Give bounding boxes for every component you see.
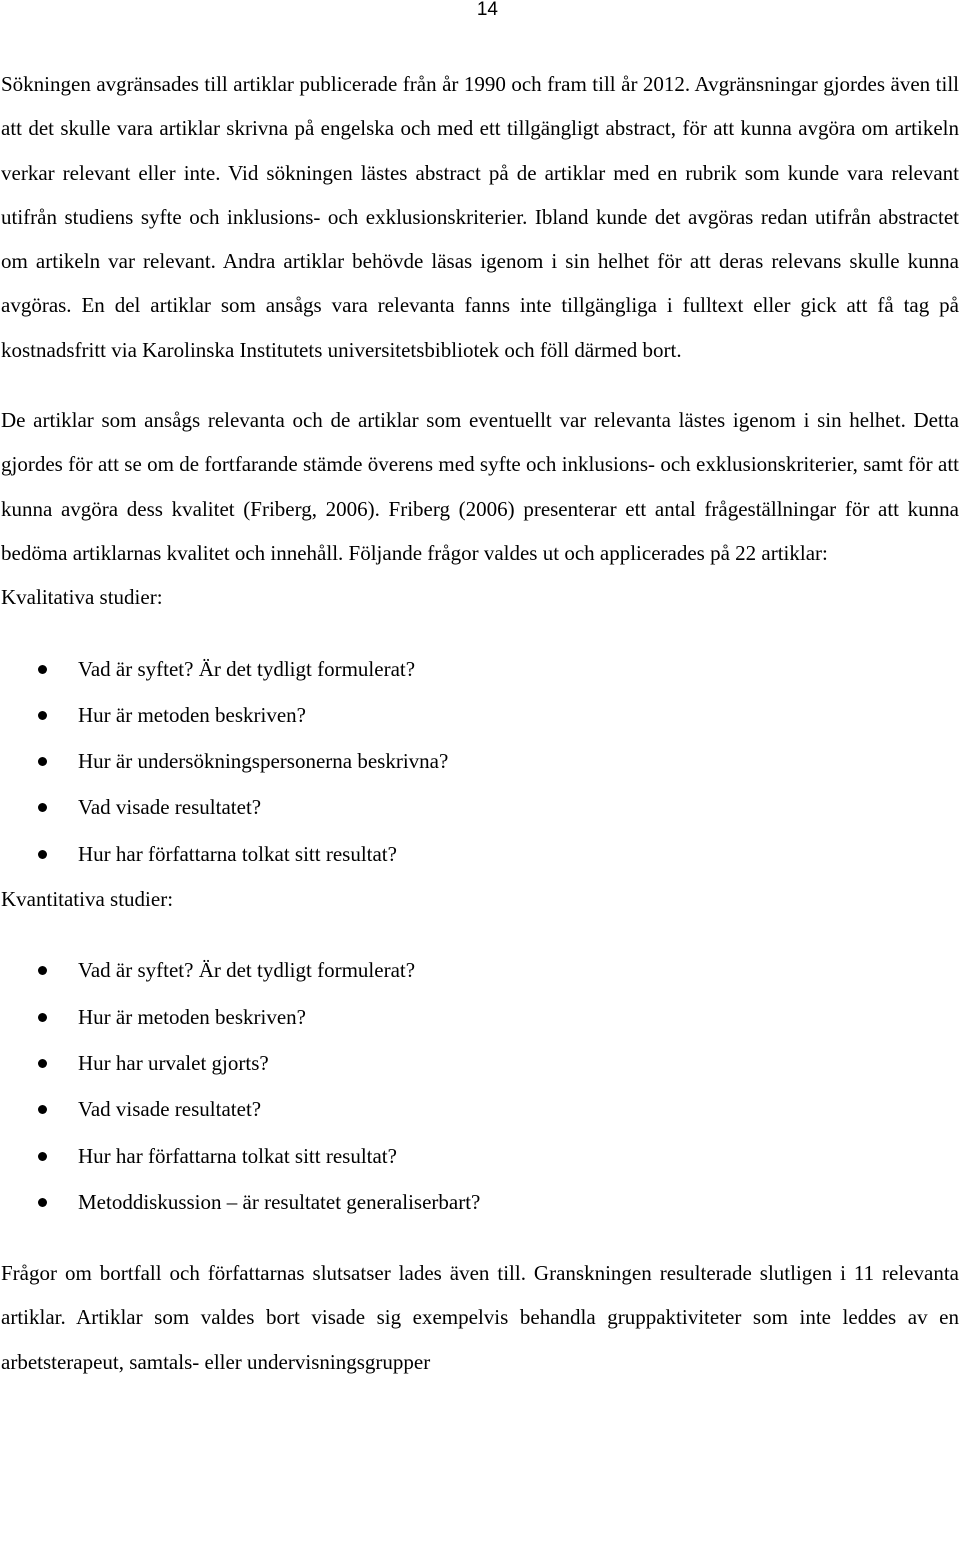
bullet-icon xyxy=(38,1059,47,1068)
paragraph-closing: Frågor om bortfall och författarnas slutsatser lades även till. Granskningen resulterade slutligen i 11 relevanta artiklar. Artiklar som valdes bort visade sig exempelvis behandla gruppaktiviteter som inte leddes av en arbetsterapeut, samtals- eller undervisningsgrupper xyxy=(1,1261,959,1374)
bullet-icon xyxy=(38,803,47,812)
list-item xyxy=(1,1040,959,1086)
list-item-text: Hur har författarna tolkat sitt resultat? xyxy=(78,1143,397,1168)
list-item xyxy=(1,692,959,738)
bullet-icon xyxy=(38,757,47,766)
quantitative-heading: Kvantitativa studier: xyxy=(1,887,174,912)
list-item xyxy=(1,994,959,1040)
list-item xyxy=(1,738,959,784)
bullet-icon xyxy=(38,711,47,720)
list-item-text: Vad visade resultatet? xyxy=(78,1097,262,1122)
list-item-text: Vad visade resultatet? xyxy=(78,795,262,820)
list-item-text: Hur har urvalet gjorts? xyxy=(78,1050,269,1075)
bullet-icon xyxy=(38,1198,47,1207)
list-item-text: Hur är undersökningspersonerna beskrivna? xyxy=(78,749,449,774)
list-item-text: Hur är metoden beskriven? xyxy=(78,702,306,727)
list-item xyxy=(1,1179,959,1225)
list-item xyxy=(1,1133,959,1179)
list-item-text: Hur har författarna tolkat sitt resultat? xyxy=(78,841,397,866)
list-item xyxy=(1,784,959,830)
bullet-icon xyxy=(38,1152,47,1161)
bullet-icon xyxy=(38,1013,47,1022)
list-item-text: Vad är syftet? Är det tydligt formulerat? xyxy=(78,958,416,983)
bullet-icon xyxy=(38,850,47,859)
qualitative-heading: Kvalitativa studier: xyxy=(1,585,163,610)
list-item xyxy=(1,646,959,692)
page-number: 14 xyxy=(476,0,498,20)
bullet-icon xyxy=(38,665,47,674)
paragraph-article-review: De artiklar som ansågs relevanta och de artiklar som eventuellt var relevanta lästes igenom i sin helhet. Detta gjordes för att se om de fortfarande stämde överens med syfte och inklusions- och exklusionskriterier, samt för att kunna avgöra dess kvalitet (Friberg, 2006). Friberg (2006) presenterar ett antal frågeställningar för att kunna bedöma artiklarnas kvalitet och innehåll. Följande frågor valdes ut och applicerades på 22 artiklar: xyxy=(1,408,959,565)
paragraph-search-limits: Sökningen avgränsades till artiklar publicerade från år 1990 och fram till år 2012. Avgränsningar gjordes även till att det skulle vara artiklar skrivna på engelska och med ett tillgängligt abstract, för att kunna avgöra om artikeln verkar relevant eller inte. Vid sökningen lästes abstract på de artiklar med en rubrik som kunde vara relevant utifrån studiens syfte och inklusions- och exklusionskriterier. Ibland kunde det avgöras redan utifrån abstractet om artikeln var relevant. Andra artiklar behövde läsas igenom i sin helhet för att deras relevans skulle kunna avgöras. En del artiklar som ansågs vara relevanta fanns inte tillgängliga i fulltext eller gick att få tag på kostnadsfritt via Karolinska Institutets universitetsbibliotek och föll därmed bort. xyxy=(1,72,959,362)
list-item xyxy=(1,1086,959,1132)
list-item xyxy=(1,831,959,877)
list-item xyxy=(1,947,959,993)
list-item-text: Hur är metoden beskriven? xyxy=(78,1004,306,1029)
qualitative-question-list xyxy=(1,646,959,877)
bullet-icon xyxy=(38,1105,47,1114)
bullet-icon xyxy=(38,966,47,975)
quantitative-question-list xyxy=(1,947,959,1225)
list-item-text: Metoddiskussion – är resultatet generaliserbart? xyxy=(78,1189,481,1214)
document-body xyxy=(1,62,959,1384)
list-item-text: Vad är syftet? Är det tydligt formulerat? xyxy=(78,656,416,681)
